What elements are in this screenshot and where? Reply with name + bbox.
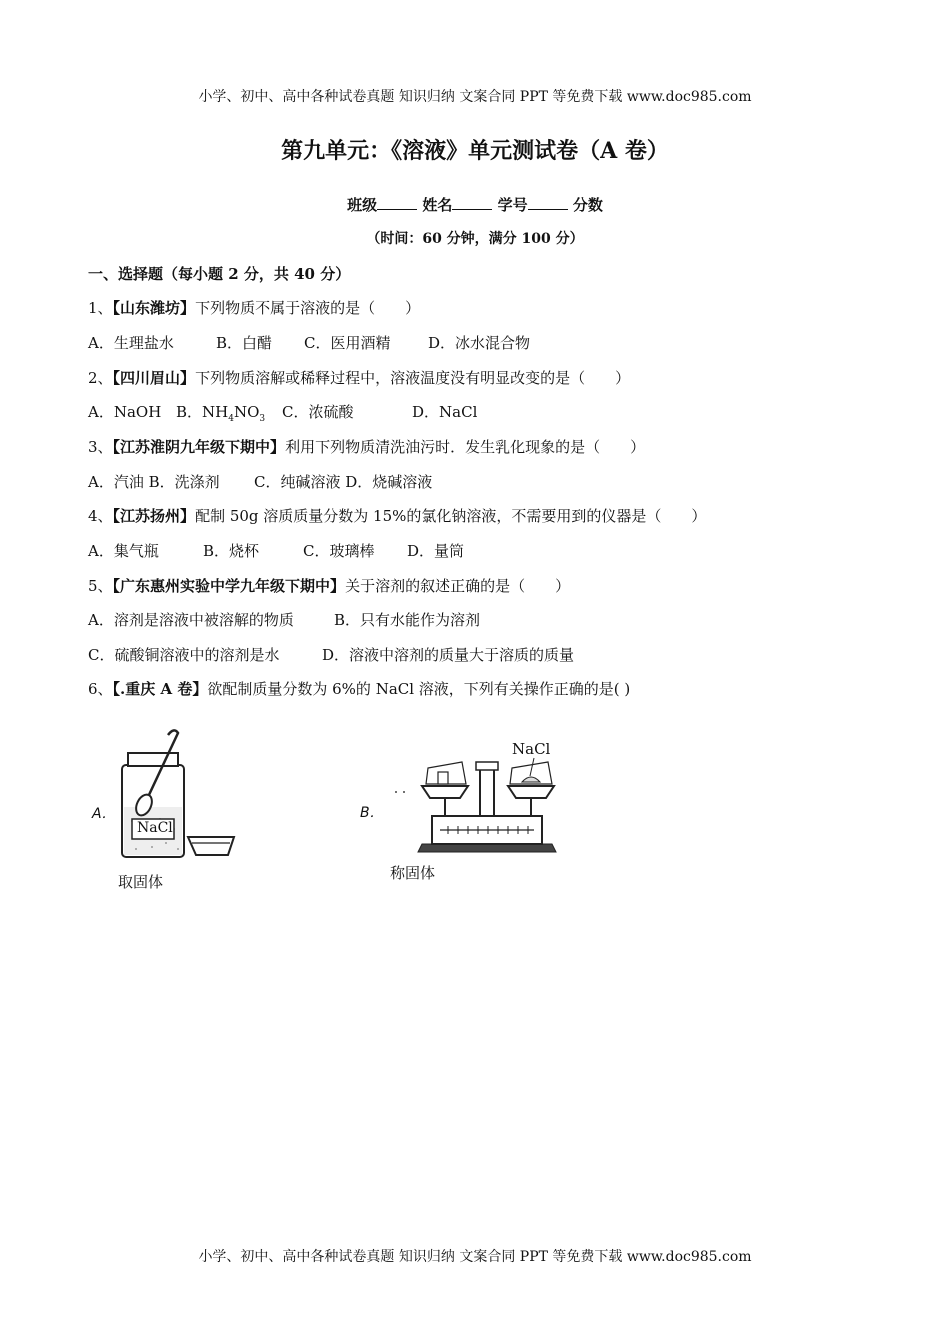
option-c: C．浓硫酸: [282, 403, 354, 421]
question-4: [88, 505, 706, 526]
question-3-options: [88, 471, 432, 492]
page-footer: 小学、初中、高中各种试卷真题 知识归纳 文案合同 PPT 等免费下载 www.doc985.com: [198, 1249, 752, 1265]
question-2: [88, 367, 630, 388]
question-text: 配制 50g 溶质质量分数为 15%的氯化钠溶液，不需要用到的仪器是（ ）: [195, 507, 707, 525]
figure-a-label: A．: [92, 806, 116, 822]
question-6: [88, 678, 630, 699]
figure-a-caption: 取固体: [118, 873, 164, 891]
question-number: 3、: [88, 438, 113, 456]
question-5: [88, 575, 570, 596]
option-cd: C．纯碱溶液 D．烧碱溶液: [254, 473, 433, 491]
figure-a: [88, 725, 248, 895]
question-source: 【四川眉山】: [112, 369, 196, 387]
option-b: B．只有水能作为溶剂: [334, 611, 481, 629]
score-label: 分数: [572, 196, 603, 214]
time-info: （时间：60 分钟，满分 100 分）: [366, 231, 584, 247]
section-heading: 一、选择题（每小题 2 分，共 40 分）: [88, 265, 351, 283]
question-5-options-row2: [88, 644, 574, 665]
question-number: 1、: [88, 299, 113, 317]
option-d: D．冰水混合物: [428, 334, 531, 352]
number-label: 学号: [497, 196, 528, 214]
student-info-line: [0, 194, 950, 215]
question-text: 关于溶剂的叙述正确的是（ ）: [345, 577, 571, 595]
page-header: 小学、初中、高中各种试卷真题 知识归纳 文案合同 PPT 等免费下载 www.doc985.com: [198, 89, 752, 105]
option-a: A．NaOH: [88, 403, 162, 421]
option-a: A．生理盐水: [88, 334, 174, 352]
option-ab: A．汽油 B．洗涤剂: [88, 473, 220, 491]
option-b: B．$NH_4NO_3$: [176, 403, 266, 424]
option-a: A．集气瓶: [88, 542, 159, 560]
option-b: B．白醋: [216, 334, 273, 352]
balance-illustration: [356, 736, 576, 886]
figure-b-label: B．: [360, 805, 384, 821]
question-5-options-row1: [88, 609, 480, 630]
question-source: 【江苏扬州】: [112, 507, 196, 525]
option-d: D．NaCl: [412, 403, 478, 421]
option-d: D．量筒: [407, 542, 465, 560]
question-source: 【山东潍坊】: [112, 299, 196, 317]
question-1-options: [88, 332, 530, 353]
question-number: 5、: [88, 577, 113, 595]
question-source: 【江苏淮阴九年级下期中】: [112, 438, 286, 456]
question-text: 下列物质不属于溶液的是（ ）: [195, 299, 421, 317]
question-number: 4、: [88, 507, 113, 525]
class-blank: [377, 195, 417, 210]
option-b: B．烧杯: [203, 542, 260, 560]
question-3: [88, 436, 645, 457]
option-d: D．溶液中溶剂的质量大于溶质的质量: [322, 646, 575, 664]
class-label: 班级: [347, 196, 378, 214]
figure-a-reagent: NaCl: [137, 820, 173, 836]
number-blank: [528, 195, 568, 210]
question-text: 欲配制质量分数为 6%的 NaCl 溶液，下列有关操作正确的是( ): [207, 680, 631, 698]
question-source: 【.重庆 A 卷】: [112, 680, 208, 698]
option-c: C．玻璃棒: [303, 542, 375, 560]
page-title: 第九单元：《溶液》单元测试卷（A 卷）: [281, 138, 669, 164]
question-number: 2、: [88, 369, 113, 387]
name-label: 姓名: [422, 196, 453, 214]
option-c: C．硫酸铜溶液中的溶剂是水: [88, 646, 280, 664]
figure-b: [356, 736, 576, 886]
question-4-options: [88, 540, 464, 561]
option-c: C．医用酒精: [304, 334, 391, 352]
question-1: [88, 297, 420, 318]
question-text: 下列物质溶解或稀释过程中，溶液温度没有明显改变的是（ ）: [195, 369, 631, 387]
figure-b-caption: 称固体: [390, 864, 436, 882]
question-2-options: [88, 401, 477, 424]
question-text: 利用下列物质清洗油污时．发生乳化现象的是（ ）: [285, 438, 646, 456]
figure-b-reagent: NaCl: [512, 740, 551, 758]
question-source: 【广东惠州实验中学九年级下期中】: [112, 577, 346, 595]
name-blank: [452, 195, 492, 210]
option-a: A．溶剂是溶液中被溶解的物质: [88, 611, 294, 629]
question-number: 6、: [88, 680, 113, 698]
